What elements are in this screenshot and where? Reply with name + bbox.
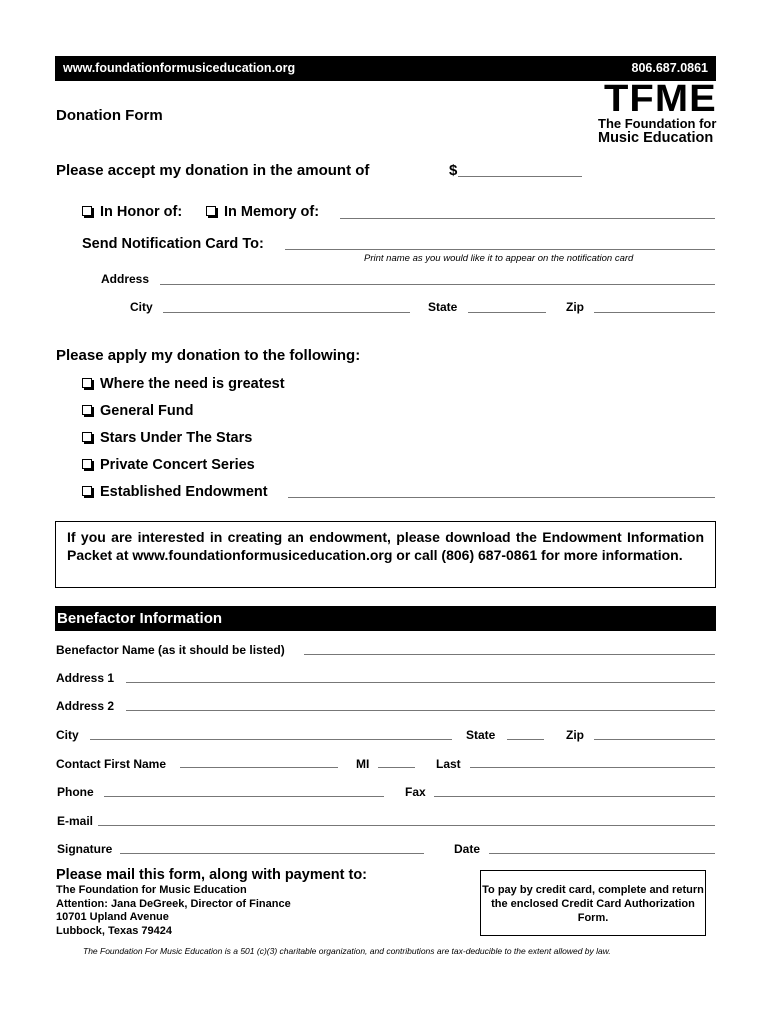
checkbox-icon[interactable] [82, 459, 92, 469]
phone-field[interactable] [104, 796, 384, 797]
mail-heading: Please mail this form, along with payment to: [56, 867, 367, 883]
send-card-label: Send Notification Card To: [82, 236, 264, 252]
zip-field[interactable] [594, 312, 715, 313]
first-name-field[interactable] [180, 767, 338, 768]
fax-label: Fax [405, 785, 426, 799]
signature-field[interactable] [120, 853, 424, 854]
last-name-label: Last [436, 757, 461, 771]
credit-card-note: To pay by credit card, complete and return the enclosed Credit Card Authorization Form. [480, 870, 706, 936]
card-recipient-field[interactable] [285, 249, 715, 250]
mail-line1: The Foundation for Music Education [56, 884, 247, 896]
currency-symbol: $ [449, 162, 458, 179]
in-memory-option[interactable]: In Memory of: [206, 204, 319, 220]
city-label: City [130, 300, 153, 314]
logo-line2: Music Education [598, 130, 714, 146]
date-field[interactable] [489, 853, 715, 854]
state-field[interactable] [468, 312, 546, 313]
first-name-label: Contact First Name [56, 757, 167, 771]
checkbox-icon[interactable] [82, 378, 92, 388]
logo-line1: The Foundation for [598, 116, 717, 131]
honoree-field[interactable] [340, 218, 715, 219]
option-stars[interactable]: Stars Under The Stars [82, 430, 252, 446]
address2-field[interactable] [126, 710, 715, 711]
mi-field[interactable] [378, 767, 415, 768]
benefactor-name-field[interactable] [304, 654, 715, 655]
date-label: Date [454, 842, 481, 856]
donation-prompt: Please accept my donation in the amount of [56, 162, 370, 179]
checkbox-icon[interactable] [82, 405, 92, 415]
checkbox-icon[interactable] [82, 486, 92, 496]
address-label: Address [101, 272, 150, 286]
bene-city-label: City [56, 728, 79, 742]
email-field[interactable] [98, 825, 715, 826]
form-title: Donation Form [56, 107, 163, 124]
address1-label: Address 1 [56, 671, 115, 685]
endowment-name-field[interactable] [288, 497, 715, 498]
mail-line2: Attention: Jana DeGreek, Director of Finance [56, 897, 291, 910]
email-label: E-mail [57, 814, 94, 828]
in-honor-option[interactable]: In Honor of: [82, 204, 182, 220]
mail-address [56, 884, 291, 938]
bene-state-field[interactable] [507, 739, 544, 740]
mi-label: MI [356, 757, 370, 771]
bene-zip-field[interactable] [594, 739, 715, 740]
state-label: State [428, 300, 458, 314]
option-need-greatest[interactable]: Where the need is greatest [82, 376, 285, 392]
address2-label: Address 2 [56, 699, 115, 713]
address1-field[interactable] [126, 682, 715, 683]
checkbox-icon[interactable] [82, 206, 92, 216]
option-endowment[interactable]: Established Endowment [82, 484, 268, 500]
website-link[interactable]: www.foundationformusiceducation.org [63, 61, 296, 75]
city-field[interactable] [163, 312, 410, 313]
footer-disclaimer: The Foundation For Music Education is a 501 (c)(3) charitable organization, and contributions are tax-deducible to the extent allowed by law. [83, 946, 611, 956]
option-general-fund[interactable]: General Fund [82, 403, 193, 419]
fax-field[interactable] [434, 796, 715, 797]
checkbox-icon[interactable] [206, 206, 216, 216]
mail-line3: 10701 Upland Avenue [56, 911, 169, 923]
apply-heading: Please apply my donation to the following: [56, 347, 361, 364]
amount-field[interactable] [458, 176, 582, 177]
zip-label: Zip [566, 300, 584, 314]
endowment-info-box: If you are interested in creating an endowment, please download the Endowment Information Packet at www.foundationformusiceducation.org or call (806) 687-0861 for more information. [55, 521, 716, 588]
address-field[interactable] [160, 284, 715, 285]
benefactor-heading-bar [55, 606, 716, 631]
logo: TFME [604, 78, 717, 120]
mail-line4: Lubbock, Texas 79424 [56, 924, 172, 937]
phone-number: 806.687.0861 [631, 61, 708, 75]
benefactor-heading: Benefactor Information [57, 610, 223, 627]
benefactor-name-label: Benefactor Name (as it should be listed) [56, 643, 285, 657]
bene-state-label: State [466, 728, 496, 742]
last-name-field[interactable] [470, 767, 715, 768]
phone-label: Phone [57, 785, 94, 799]
bene-zip-label: Zip [566, 728, 584, 742]
option-concert-series[interactable]: Private Concert Series [82, 457, 255, 473]
signature-label: Signature [57, 842, 113, 856]
bene-city-field[interactable] [90, 739, 452, 740]
card-note: Print name as you would like it to appear on the notification card [364, 253, 634, 264]
checkbox-icon[interactable] [82, 432, 92, 442]
